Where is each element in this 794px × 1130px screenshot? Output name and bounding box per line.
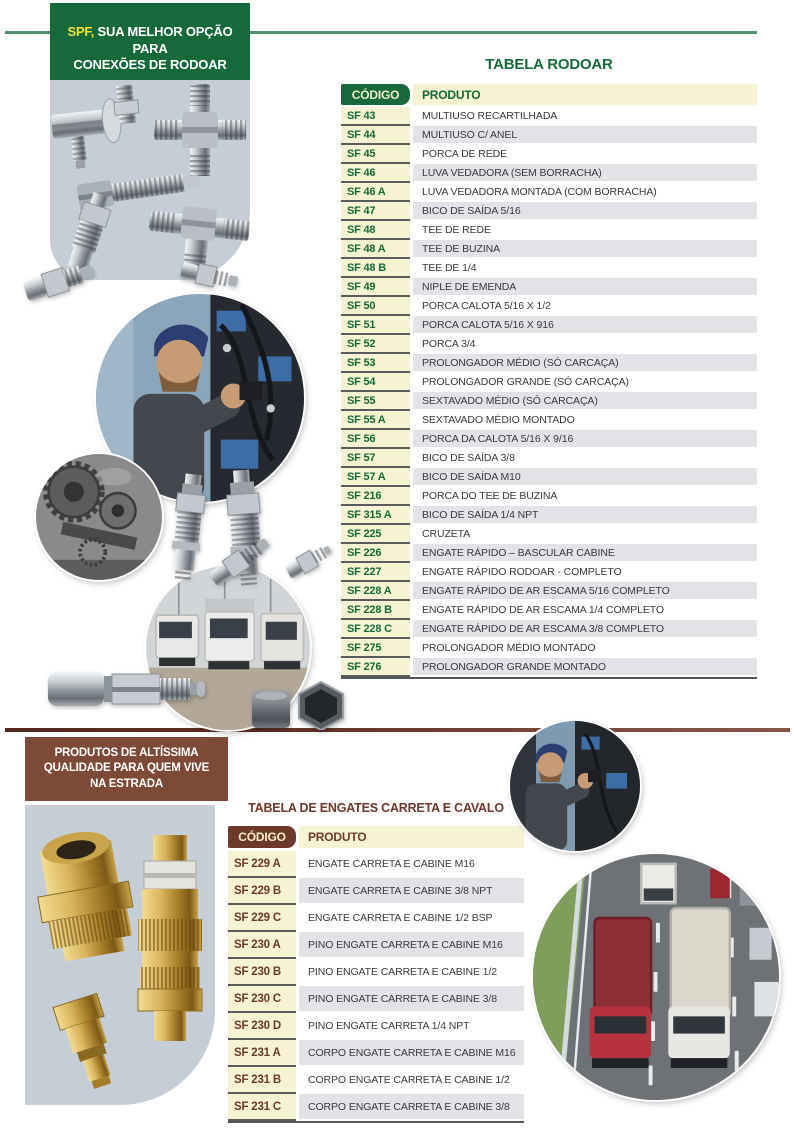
- product-code-cell: SF 231 C: [228, 1094, 296, 1121]
- table-row: [228, 1040, 524, 1067]
- promo-line-1: PRODUTOS DE ALTÍSSIMA: [54, 747, 199, 760]
- brass-coupler-image: [28, 825, 140, 964]
- hex-cap-image: [295, 680, 347, 730]
- metal-cap-image: [248, 686, 294, 730]
- table-row: [228, 1013, 524, 1040]
- table-row: [341, 392, 757, 411]
- table-row: [341, 582, 757, 601]
- product-code-cell: SF 47: [341, 202, 410, 221]
- promo-line-3: NA ESTRADA: [90, 777, 163, 790]
- promo-line-2: QUALIDADE PARA QUEM VIVE: [43, 762, 210, 775]
- product-code-cell: SF 43: [341, 107, 410, 126]
- product-code-cell: SF 53: [341, 354, 410, 373]
- product-code-cell: SF 48 B: [341, 259, 410, 278]
- mechanic-photo-illustration: [510, 721, 640, 851]
- product-name-cell: SEXTAVADO MÉDIO MONTADO: [413, 411, 757, 430]
- table-row: [341, 240, 757, 259]
- product-code-cell: SF 227: [341, 563, 410, 582]
- product-name-cell: BICO DE SAÍDA 5/16: [413, 202, 757, 221]
- table-row: [341, 658, 757, 677]
- product-name-cell: LUVA VEDADORA MONTADA (COM BORRACHA): [413, 183, 757, 202]
- product-name-cell: TEE DE BUZINA: [413, 240, 757, 259]
- promo-banner-qualidade: [25, 737, 228, 801]
- product-name-cell: NIPLE DE EMENDA: [413, 278, 757, 297]
- product-code-cell: SF 226: [341, 544, 410, 563]
- product-name-cell: PINO ENGATE CARRETA E CABINE M16: [299, 932, 524, 959]
- table-row: [341, 164, 757, 183]
- chrome-fitting-large-image: [46, 666, 206, 712]
- product-code-cell: SF 229 B: [228, 878, 296, 905]
- product-code-cell: SF 46: [341, 164, 410, 183]
- product-name-cell: PROLONGADOR MÉDIO (SÓ CARCAÇA): [413, 354, 757, 373]
- red-truck-image: [590, 918, 652, 1068]
- photo-chrome-fittings: [50, 80, 250, 280]
- white-truck-image: [668, 908, 730, 1068]
- table-row: [341, 278, 757, 297]
- table-row: [341, 639, 757, 658]
- cross-fitting-image: [154, 84, 246, 176]
- engates-table-title: TABELA DE ENGATES CARRETA E CAVALO: [248, 801, 504, 815]
- engates-table: [228, 826, 524, 1121]
- table-row: [341, 221, 757, 240]
- banjo-fitting-image: [50, 84, 144, 171]
- table-row: [341, 411, 757, 430]
- product-code-cell: SF 229 C: [228, 905, 296, 932]
- table-row: [341, 430, 757, 449]
- table-row: [341, 145, 757, 164]
- header-cell-codigo: CÓDIGO: [341, 84, 410, 105]
- table-row: [341, 316, 757, 335]
- product-name-cell: ENGATE RÁPIDO DE AR ESCAMA 1/4 COMPLETO: [413, 601, 757, 620]
- promo-line-2: CONEXÕES DE RODOAR: [73, 56, 227, 72]
- product-name-cell: ENGATE RÁPIDO DE AR ESCAMA 5/16 COMPLETO: [413, 582, 757, 601]
- brown-divider-rule: [5, 728, 790, 732]
- product-name-cell: ENGATE CARRETA E CABINE 1/2 BSP: [299, 905, 524, 932]
- product-code-cell: SF 57 A: [341, 468, 410, 487]
- table-row: [228, 905, 524, 932]
- product-name-cell: ENGATE CARRETA E CABINE 3/8 NPT: [299, 878, 524, 905]
- product-code-cell: SF 230 D: [228, 1013, 296, 1040]
- table-row: [228, 932, 524, 959]
- product-code-cell: SF 229 A: [228, 851, 296, 878]
- product-name-cell: BICO DE SAÍDA 1/4 NPT: [413, 506, 757, 525]
- table-row: [341, 468, 757, 487]
- promo-line-1: SPF, SUA MELHOR OPÇÃO PARA: [67, 24, 233, 56]
- table-row: [341, 620, 757, 639]
- product-code-cell: SF 44: [341, 126, 410, 145]
- product-code-cell: SF 51: [341, 316, 410, 335]
- brass-plug-image: [53, 993, 125, 1093]
- engates-table-rows: [228, 851, 524, 1121]
- product-name-cell: MULTIUSO RECARTILHADA: [413, 107, 757, 126]
- product-name-cell: LUVA VEDADORA (SEM BORRACHA): [413, 164, 757, 183]
- product-code-cell: SF 57: [341, 449, 410, 468]
- product-code-cell: SF 216: [341, 487, 410, 506]
- product-code-cell: SF 228 B: [341, 601, 410, 620]
- brass-fittings-illustration: [25, 805, 215, 1105]
- product-code-cell: SF 231 B: [228, 1067, 296, 1094]
- rodoar-table-header: [341, 84, 757, 105]
- photo-mechanic-small-circle: [510, 721, 640, 851]
- product-code-cell: SF 231 A: [228, 1040, 296, 1067]
- table-row: [341, 354, 757, 373]
- product-name-cell: CORPO ENGATE CARRETA E CABINE M16: [299, 1040, 524, 1067]
- chrome-fittings-illustration: [50, 80, 250, 280]
- table-row: [341, 107, 757, 126]
- product-code-cell: SF 52: [341, 335, 410, 354]
- table-row: [228, 959, 524, 986]
- highway-trucks-illustration: [533, 854, 779, 1100]
- brand-name: SPF,: [67, 24, 95, 40]
- product-name-cell: PORCA 3/4: [413, 335, 757, 354]
- product-name-cell: PINO ENGATE CARRETA E CABINE 3/8: [299, 986, 524, 1013]
- product-code-cell: SF 230 A: [228, 932, 296, 959]
- product-code-cell: SF 315 A: [341, 506, 410, 525]
- photo-brass-fittings: [25, 805, 215, 1105]
- rodoar-table: [341, 84, 757, 677]
- product-name-cell: SEXTAVADO MÉDIO (SÓ CARCAÇA): [413, 392, 757, 411]
- product-name-cell: MULTIUSO C/ ANEL: [413, 126, 757, 145]
- product-name-cell: PROLONGADOR GRANDE (SÓ CARCAÇA): [413, 373, 757, 392]
- table-row: [341, 183, 757, 202]
- table-row: [341, 601, 757, 620]
- product-code-cell: SF 54: [341, 373, 410, 392]
- header-cell-codigo: CÓDIGO: [228, 826, 296, 848]
- table-row: [341, 449, 757, 468]
- table-row: [341, 506, 757, 525]
- product-name-cell: BICO DE SAÍDA M10: [413, 468, 757, 487]
- product-name-cell: CRUZETA: [413, 525, 757, 544]
- product-name-cell: CORPO ENGATE CARRETA E CABINE 1/2: [299, 1067, 524, 1094]
- product-code-cell: SF 45: [341, 145, 410, 164]
- product-code-cell: SF 275: [341, 639, 410, 658]
- product-name-cell: PORCA DA CALOTA 5/16 X 9/16: [413, 430, 757, 449]
- chrome-fitting-image: [282, 539, 336, 583]
- photo-highway-trucks-circle: [533, 854, 779, 1100]
- table-row: [228, 851, 524, 878]
- product-code-cell: SF 55 A: [341, 411, 410, 430]
- product-name-cell: PORCA CALOTA 5/16 X 916: [413, 316, 757, 335]
- table-row: [228, 1067, 524, 1094]
- promo-banner-rodoar: [50, 3, 250, 80]
- product-code-cell: SF 228 C: [341, 620, 410, 639]
- product-code-cell: SF 230 C: [228, 986, 296, 1013]
- product-name-cell: PINO ENGATE CARRETA E CABINE 1/2: [299, 959, 524, 986]
- table-row: [228, 986, 524, 1013]
- table-row: [228, 878, 524, 905]
- product-code-cell: SF 48: [341, 221, 410, 240]
- product-code-cell: SF 228 A: [341, 582, 410, 601]
- product-name-cell: PORCA DO TEE DE BUZINA: [413, 487, 757, 506]
- product-code-cell: SF 55: [341, 392, 410, 411]
- header-cell-produto: PRODUTO: [299, 826, 524, 848]
- table-row: [341, 487, 757, 506]
- product-code-cell: SF 230 B: [228, 959, 296, 986]
- product-code-cell: SF 56: [341, 430, 410, 449]
- engates-table-header: [228, 826, 524, 848]
- table-bottom-rule: [228, 1121, 524, 1123]
- product-code-cell: SF 46 A: [341, 183, 410, 202]
- rodoar-table-rows: [341, 107, 757, 677]
- table-row: [228, 1094, 524, 1121]
- product-name-cell: TEE DE REDE: [413, 221, 757, 240]
- table-row: [341, 297, 757, 316]
- table-row: [341, 544, 757, 563]
- product-name-cell: TEE DE 1/4: [413, 259, 757, 278]
- table-row: [341, 126, 757, 145]
- table-row: [341, 202, 757, 221]
- product-name-cell: PROLONGADOR GRANDE MONTADO: [413, 658, 757, 677]
- product-code-cell: SF 49: [341, 278, 410, 297]
- rodoar-table-title: TABELA RODOAR: [485, 56, 613, 73]
- product-code-cell: SF 48 A: [341, 240, 410, 259]
- photo-engine-parts-circle: [36, 454, 162, 580]
- product-name-cell: ENGATE RÁPIDO – BASCULAR CABINE: [413, 544, 757, 563]
- product-code-cell: SF 50: [341, 297, 410, 316]
- product-name-cell: PORCA DE REDE: [413, 145, 757, 164]
- product-name-cell: BICO DE SAÍDA 3/8: [413, 449, 757, 468]
- table-row: [341, 563, 757, 582]
- product-name-cell: CORPO ENGATE CARRETA E CABINE 3/8: [299, 1094, 524, 1121]
- table-row: [341, 373, 757, 392]
- product-name-cell: PORCA CALOTA 5/16 X 1/2: [413, 297, 757, 316]
- product-name-cell: ENGATE RÁPIDO DE AR ESCAMA 3/8 COMPLETO: [413, 620, 757, 639]
- table-row: [341, 525, 757, 544]
- product-name-cell: ENGATE CARRETA E CABINE M16: [299, 851, 524, 878]
- brass-quick-coupler-image: [138, 835, 202, 1041]
- table-row: [341, 259, 757, 278]
- product-name-cell: PINO ENGATE CARRETA 1/4 NPT: [299, 1013, 524, 1040]
- engine-parts-illustration: [36, 454, 162, 580]
- product-name-cell: PROLONGADOR MÉDIO MONTADO: [413, 639, 757, 658]
- product-code-cell: SF 225: [341, 525, 410, 544]
- product-code-cell: SF 276: [341, 658, 410, 677]
- header-cell-produto: PRODUTO: [413, 84, 757, 105]
- table-row: [341, 335, 757, 354]
- table-bottom-rule: [341, 677, 757, 679]
- product-name-cell: ENGATE RÁPIDO RODOAR - COMPLETO: [413, 563, 757, 582]
